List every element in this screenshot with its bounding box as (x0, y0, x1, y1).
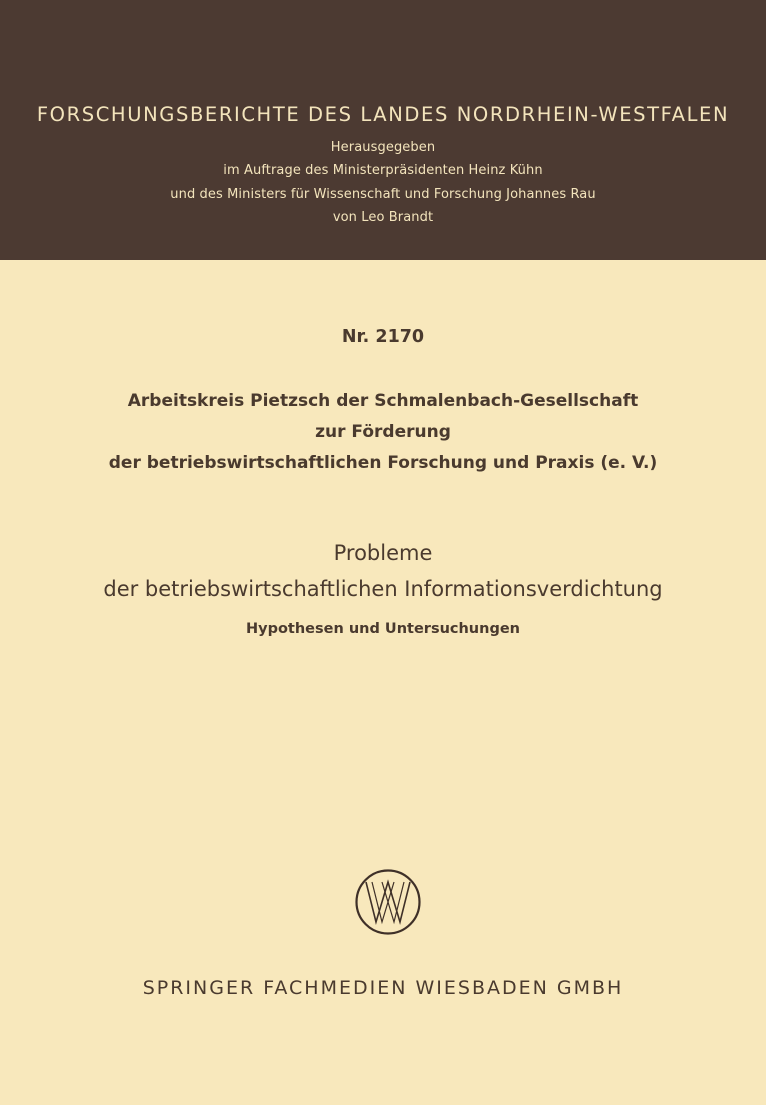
editor-line-commission: im Auftrage des Ministerpräsidenten Heinz Kühn (223, 163, 543, 178)
series-title: FORSCHUNGSBERICHTE DES LANDES NORDRHEIN-WESTFALEN (36, 103, 730, 126)
volume-number: Nr. 2170 (341, 327, 425, 347)
organization-line-1: Arbeitskreis Pietzsch der Schmalenbach-Gesellschaft (127, 391, 639, 411)
book-subtitle: Hypothesen und Untersuchungen (246, 621, 520, 637)
publisher-name: SPRINGER FACHMEDIEN WIESBADEN GMBH (142, 977, 624, 999)
springer-logo-icon (354, 868, 422, 936)
editor-line-published: Herausgegeben (330, 140, 436, 155)
book-title-line-1: Probleme (333, 541, 433, 565)
editor-line-minister: und des Ministers für Wissenschaft und Forschung Johannes Rau (170, 187, 596, 202)
organization-line-3: der betriebswirtschaftlichen Forschung und Praxis (e. V.) (108, 453, 658, 473)
book-title-line-2: der betriebswirtschaftlichen Informationsverdichtung (103, 577, 663, 601)
editor-line-editor: von Leo Brandt (332, 210, 434, 225)
organization-line-2: zur Förderung (315, 422, 451, 442)
header-band (0, 0, 766, 260)
